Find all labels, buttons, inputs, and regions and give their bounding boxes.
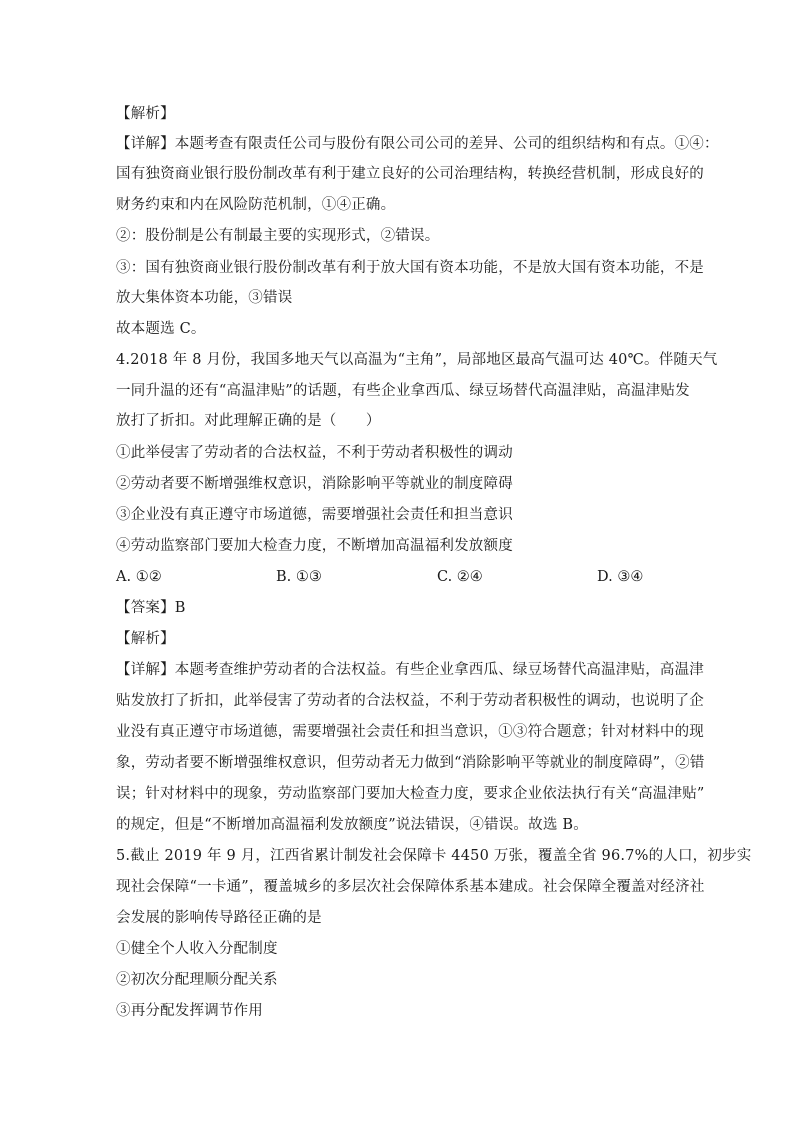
question-4-stem-line: 一同升温的还有“高温津贴”的话题，有些企业拿西瓜、绿豆场替代高温津贴，高温津贴发: [116, 383, 690, 399]
option-c: C. ②④: [437, 569, 483, 585]
detail-line: 误；针对材料中的现象，劳动监察部门要加大检查力度，要求企业依法执行有关“高温津贴”: [116, 786, 705, 802]
detail-line: 财务约束和内在风险防范机制，①④正确。: [116, 197, 396, 213]
analysis-heading-2: 【解析】: [116, 631, 175, 647]
question-4-statement: ①此举侵害了劳动者的合法权益，不利于劳动者积极性的调动: [116, 445, 513, 461]
detail-line: ②：股份制是公有制最主要的实现形式，②错误。: [116, 228, 440, 244]
question-4-statement: ③企业没有真正遵守市场道德，需要增强社会责任和担当意识: [116, 507, 513, 523]
detail-line: 象，劳动者要不断增强维权意识，但劳动者无力做到“消除影响平等就业的制度障碍”，②错: [116, 755, 705, 771]
question-4-stem-line: 4.2018 年 8 月份，我国多地天气以高温为“主角”，局部地区最高气温可达 40℃。伴随天气: [116, 352, 718, 368]
question-4-statement: ②劳动者要不断增强维权意识，消除影响平等就业的制度障碍: [116, 476, 513, 492]
analysis-heading-1: 【解析】: [116, 106, 175, 122]
option-a: A. ①②: [116, 569, 162, 585]
question-5-stem-line: 5.截止 2019 年 9 月，江西省累计制发社会保障卡 4450 万张，覆盖全省 96.7%的人口，初步实: [116, 848, 752, 864]
detail-line: 业没有真正遵守市场道德，需要增强社会责任和担当意识，①③符合题意；针对材料中的现: [116, 724, 704, 740]
detail-line: 放大集体资本功能，③错误: [116, 290, 293, 306]
detail-line: ③：国有独资商业银行股份制改革有利于放大国有资本功能，不是放大国有资本功能，不是: [116, 260, 704, 276]
question-5-stem-line: 会发展的影响传导路径正确的是: [116, 910, 322, 926]
question-4-stem-line: 放打了折扣。对此理解正确的是（ ）: [116, 413, 381, 429]
option-d: D. ③④: [597, 569, 644, 585]
question-5-statement: ①健全个人收入分配制度: [116, 941, 278, 957]
detail-line: 国有独资商业银行股份制改革有利于建立良好的公司治理结构，转换经营机制，形成良好的: [116, 166, 704, 182]
detail-line: 【详解】本题考查维护劳动者的合法权益。有些企业拿西瓜、绿豆场替代高温津贴，高温津: [116, 662, 704, 678]
detail-line: 贴发放打了折扣，此举侵害了劳动者的合法权益，不利于劳动者积极性的调动，也说明了企: [116, 693, 704, 709]
detail-line: 【详解】本题考查有限责任公司与股份有限公司公司的差异、公司的组织结构和有点。①④：: [116, 136, 719, 152]
detail-line: 故本题选 C。: [116, 321, 206, 337]
question-5-statement: ②初次分配理顺分配关系: [116, 972, 278, 988]
question-4-statement: ④劳动监察部门要加大检查力度，不断增加高温福利发放额度: [116, 538, 513, 554]
detail-line: 的规定，但是“不断增加高温福利发放额度”说法错误，④错误。故选 B。: [116, 817, 588, 833]
option-b: B. ①③: [276, 569, 322, 585]
answer-line: 【答案】B: [116, 600, 186, 616]
question-5-statement: ③再分配发挥调节作用: [116, 1003, 263, 1019]
question-5-stem-line: 现社会保障“一卡通”，覆盖城乡的多层次社会保障体系基本建成。社会保障全覆盖对经济社: [116, 879, 705, 895]
